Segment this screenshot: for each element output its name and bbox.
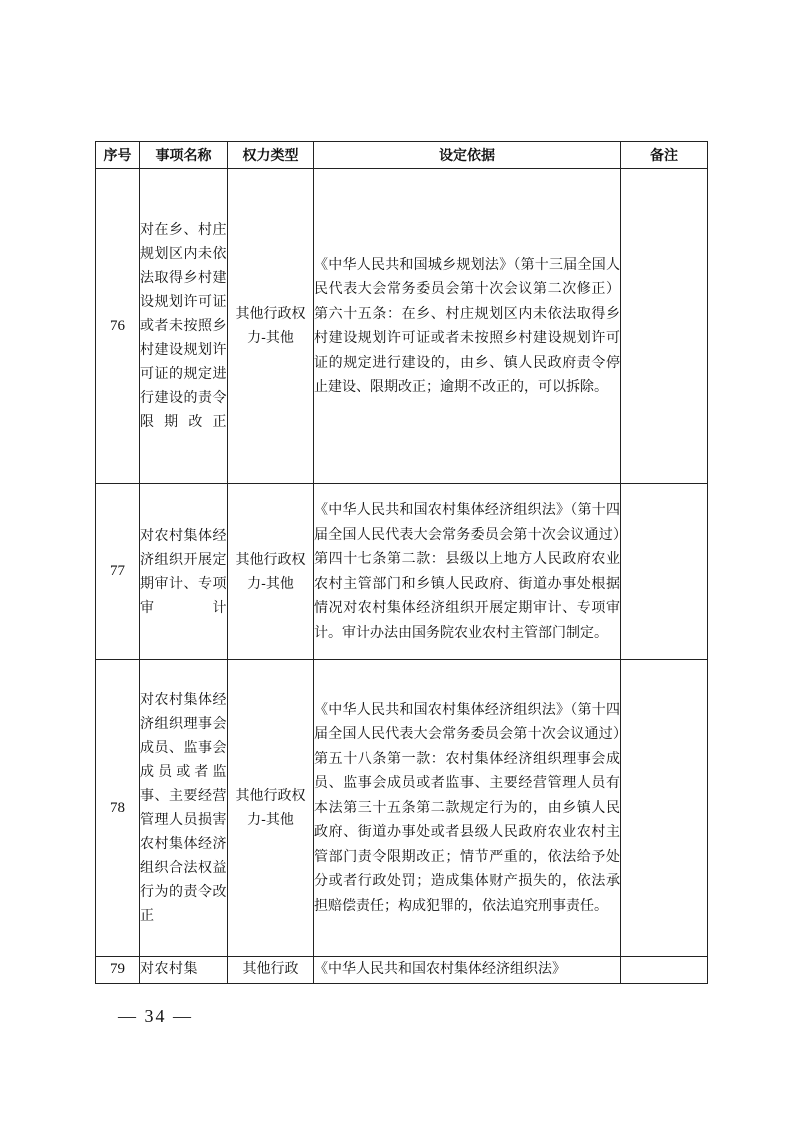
table-header-row	[96, 142, 708, 169]
row-remarks	[621, 957, 708, 984]
row-remarks	[621, 169, 708, 484]
row-item-name: 对农村集体经济组织开展定期审计、专项审计	[140, 484, 228, 660]
row-power-type: 其他行政权力-其他	[228, 660, 314, 957]
table-row	[96, 169, 708, 484]
row-legal-basis: 《中华人民共和国城乡规划法》（第十三届全国人民代表大会常务委员会第十次会议第二次修正）第六十五条：在乡、村庄规划区内未依法取得乡村建设规划许可证或者未按照乡村建设规划许可证的规定进行建设的，由乡、镇人民政府责令停止建设、限期改正；逾期不改正的，可以拆除。	[314, 169, 621, 484]
row-power-type: 其他行政	[228, 957, 314, 984]
row-power-type: 其他行政权力-其他	[228, 169, 314, 484]
power-list-table	[95, 141, 708, 984]
header-serial: 序号	[96, 142, 140, 169]
row-remarks	[621, 660, 708, 957]
row-item-name: 对在乡、村庄规划区内未依法取得乡村建设规划许可证或者未按照乡村建设规划许可证的规定进行建设的责令限期改正	[140, 169, 228, 484]
row-serial: 78	[96, 660, 140, 957]
row-serial: 79	[96, 957, 140, 984]
row-power-type: 其他行政权力-其他	[228, 484, 314, 660]
row-legal-basis: 《中华人民共和国农村集体经济组织法》（第十四届全国人民代表大会常务委员会第十次会议通过）第五十八条第一款：农村集体经济组织理事会成员、监事会成员或者监事、主要经营管理人员有本法第三十五条第二款规定行为的，由乡镇人民政府、街道办事处或者县级人民政府农业农村主管部门责令限期改正；情节严重的，依法给予处分或者行政处罚；造成集体财产损失的，依法承担赔偿责任；构成犯罪的，依法追究刑事责任。	[314, 660, 621, 957]
row-item-name: 对农村集体经济组织理事会成员、监事会成员或者监事、主要经营管理人员损害农村集体经济组织合法权益行为的责令改正	[140, 660, 228, 957]
row-legal-basis: 《中华人民共和国农村集体经济组织法》（第十四届全国人民代表大会常务委员会第十次会议通过）第四十七条第二款：县级以上地方人民政府农业农村主管部门和乡镇人民政府、街道办事处根据情况对农村集体经济组织开展定期审计、专项审计。审计办法由国务院农业农村主管部门制定。	[314, 484, 621, 660]
header-remarks: 备注	[621, 142, 708, 169]
row-serial: 77	[96, 484, 140, 660]
table-row	[96, 957, 708, 984]
header-item-name: 事项名称	[140, 142, 228, 169]
header-power-type: 权力类型	[228, 142, 314, 169]
row-serial: 76	[96, 169, 140, 484]
page-number: — 34 —	[118, 1006, 193, 1026]
table-row	[96, 484, 708, 660]
header-legal-basis: 设定依据	[314, 142, 621, 169]
table-row	[96, 660, 708, 957]
row-legal-basis: 《中华人民共和国农村集体经济组织法》	[314, 957, 621, 984]
row-remarks	[621, 484, 708, 660]
row-item-name: 对农村集	[140, 957, 228, 984]
